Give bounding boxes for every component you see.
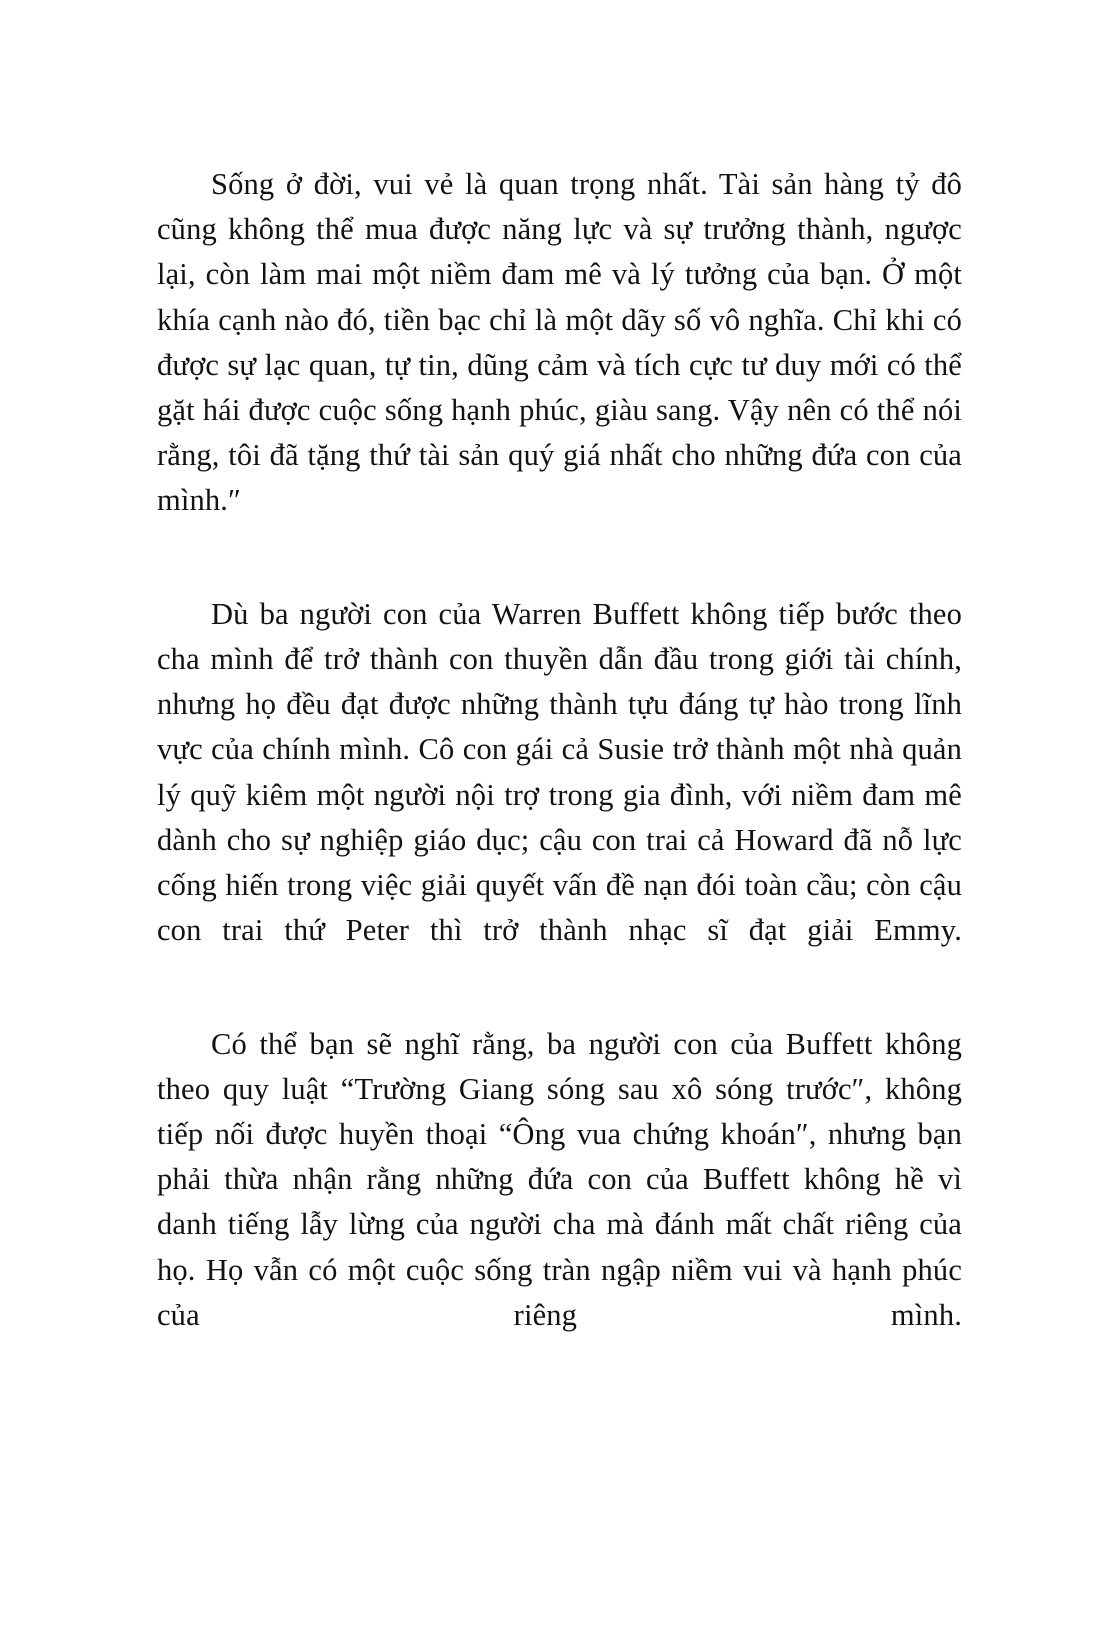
page-text-block [157, 162, 962, 1383]
paragraph-children: Dù ba người con của Warren Buffett không tiếp bước theo cha mình để trở thành con thuyền dẫn đầu trong giới tài chính, nhưng họ đều đạt được những thành tựu đáng tự hào trong lĩnh vực của chính mình. Cô con gái cả Susie trở thành một nhà quản lý quỹ kiêm một người nội trợ trong gia đình, với niềm đam mê dành cho sự nghiệp giáo dục; cậu con trai cả Howard đã nỗ lực cống hiến trong việc giải quyết vấn đề nạn đói toàn cầu; còn cậu con trai thứ Peter thì trở thành nhạc sĩ đạt giải Emmy. [157, 596, 962, 948]
paragraph-conclusion: Có thể bạn sẽ nghĩ rằng, ba người con của Buffett không theo quy luật “Trường Giang sóng sau xô sóng trước″, không tiếp nối được huyền thoại “Ông vua chứng khoán″, nhưng bạn phải thừa nhận rằng những đứa con của Buffett không hề vì danh tiếng lẫy lừng của người cha mà đánh mất chất riêng của họ. Họ vẫn có một cuộc sống tràn ngập niềm vui và hạnh phúc của riêng mình. [157, 1026, 962, 1332]
paragraph-quote: Sống ở đời, vui vẻ là quan trọng nhất. Tài sản hàng tỷ đô cũng không thể mua được năng lực và sự trưởng thành, ngược lại, còn làm mai một niềm đam mê và lý tưởng của bạn. Ở một khía cạnh nào đó, tiền bạc chỉ là một dãy số vô nghĩa. Chỉ khi có được sự lạc quan, tự tin, dũng cảm và tích cực tư duy mới có thể gặt hái được cuộc sống hạnh phúc, giàu sang. Vậy nên có thể nói rằng, tôi đã tặng thứ tài sản quý giá nhất cho những đứa con của mình.″ [157, 167, 962, 518]
